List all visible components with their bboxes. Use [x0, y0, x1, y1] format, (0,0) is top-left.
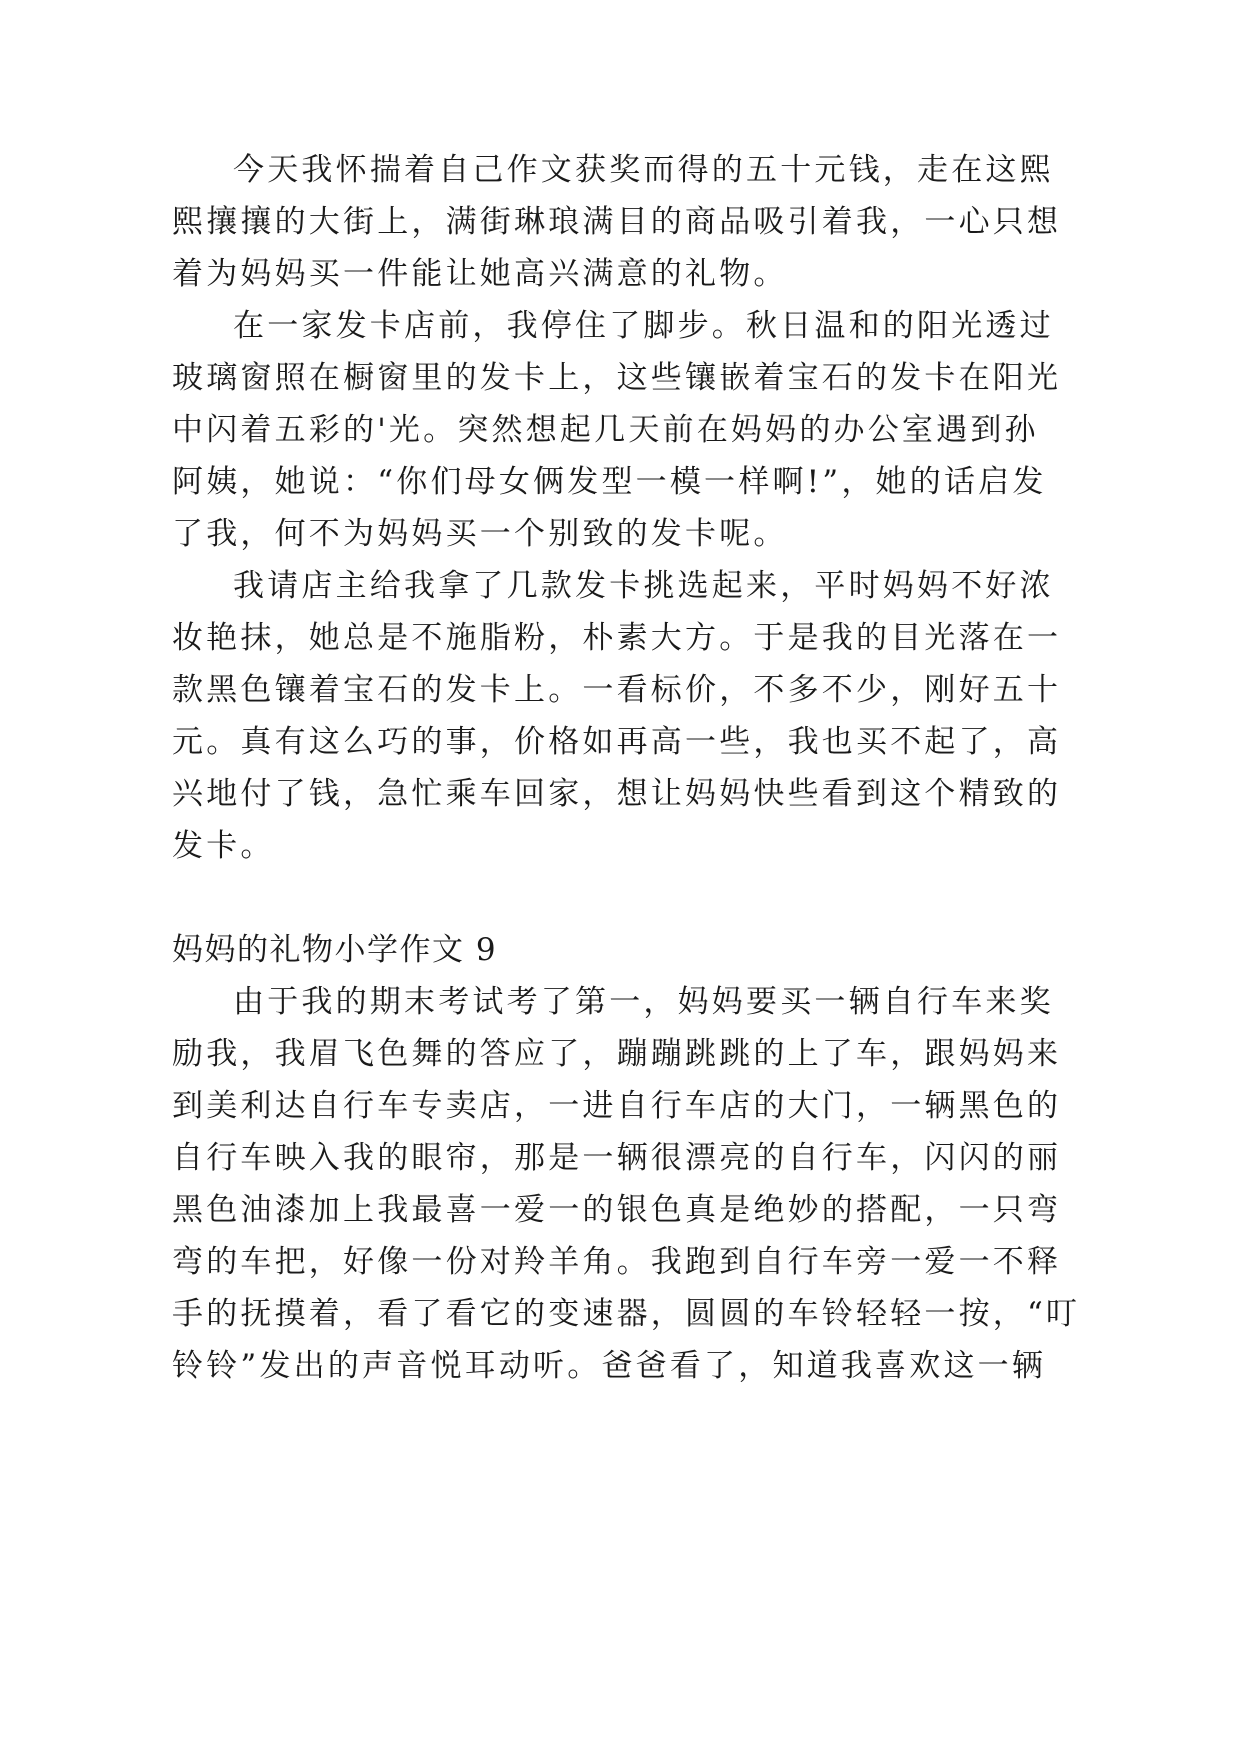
text-line: 自行车映入我的眼帘，那是一辆很漂亮的自行车，闪闪的丽 [172, 1140, 1062, 1176]
text-line: 我请店主给我拿了几款发卡挑选起来，平时妈妈不好浓 [233, 568, 1054, 604]
section-heading: 妈妈的礼物小学作文 9 [172, 932, 498, 968]
text-line: 铃铃”发出的声音悦耳动听。爸爸看了，知道我喜欢这一辆 [172, 1348, 1047, 1384]
text-line: 在一家发卡店前，我停住了脚步。秋日温和的阳光透过 [233, 308, 1054, 344]
text-line: 今天我怀揣着自己作文获奖而得的五十元钱，走在这熙 [233, 152, 1054, 188]
text-line: 兴地付了钱，急忙乘车回家，想让妈妈快些看到这个精致的 [172, 776, 1062, 812]
text-line: 熙攘攘的大街上，满街琳琅满目的商品吸引着我，一心只想 [172, 204, 1062, 240]
text-line: 玻璃窗照在橱窗里的发卡上，这些镶嵌着宝石的发卡在阳光 [172, 360, 1062, 396]
text-line: 中闪着五彩的'光。突然想起几天前在妈妈的办公室遇到孙 [172, 412, 1039, 448]
text-line: 了我，何不为妈妈买一个别致的发卡呢。 [172, 516, 788, 552]
text-line: 黑色油漆加上我最喜一爱一的银色真是绝妙的搭配，一只弯 [172, 1192, 1062, 1228]
text-line: 着为妈妈买一件能让她高兴满意的礼物。 [172, 256, 788, 292]
text-line: 阿姨，她说：“你们母女俩发型一模一样啊!”，她的话启发 [172, 464, 1047, 500]
text-line: 励我，我眉飞色舞的答应了，蹦蹦跳跳的上了车，跟妈妈来 [172, 1036, 1062, 1072]
text-line: 由于我的期末考试考了第一，妈妈要买一辆自行车来奖 [233, 984, 1054, 1020]
text-line: 弯的车把，好像一份对羚羊角。我跑到自行车旁一爱一不释 [172, 1244, 1062, 1280]
text-line: 手的抚摸着，看了看它的变速器，圆圆的车铃轻轻一按，“叮 [172, 1296, 1081, 1332]
text-line: 到美利达自行车专卖店，一进自行车店的大门，一辆黑色的 [172, 1088, 1062, 1124]
text-line: 款黑色镶着宝石的发卡上。一看标价，不多不少，刚好五十 [172, 672, 1062, 708]
text-line: 妆艳抹，她总是不施脂粉，朴素大方。于是我的目光落在一 [172, 620, 1062, 656]
text-line: 发卡。 [172, 828, 275, 864]
text-line: 元。真有这么巧的事，价格如再高一些，我也买不起了，高 [172, 724, 1062, 760]
